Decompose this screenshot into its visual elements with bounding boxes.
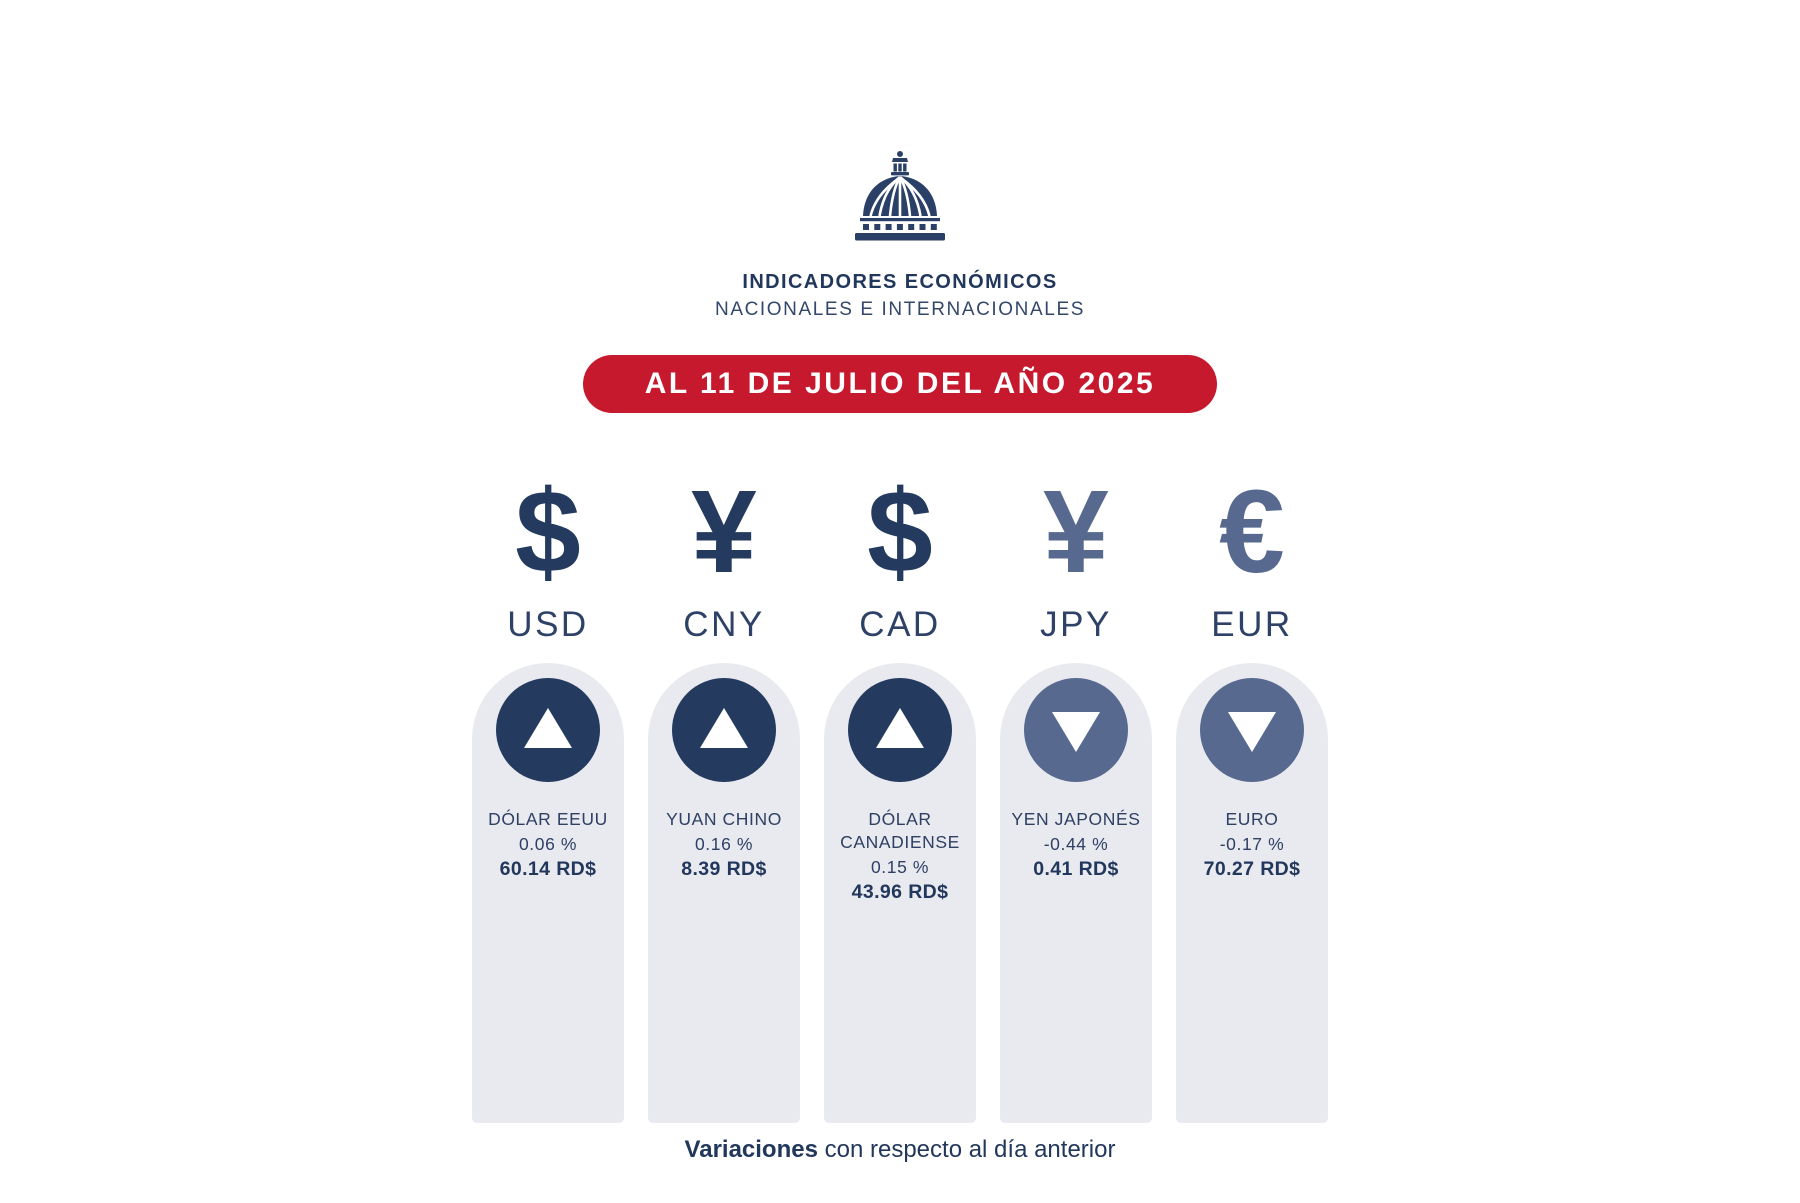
exchange-rate: 60.14 RD$ — [499, 857, 597, 880]
euro-sign-icon: € — [1219, 466, 1285, 598]
change-percent: 0.15 % — [870, 856, 930, 877]
trend-up-circle — [848, 678, 952, 782]
up-arrow-icon — [700, 708, 748, 748]
change-percent: -0.44 % — [1043, 833, 1109, 854]
currency-column-eur — [1176, 451, 1328, 1123]
palace-dome-logo — [850, 150, 950, 247]
currency-card — [472, 663, 624, 1123]
change-percent: -0.17 % — [1219, 833, 1285, 854]
currency-column-cny — [648, 451, 800, 1123]
trend-down-circle — [1024, 678, 1128, 782]
exchange-rate: 0.41 RD$ — [1033, 857, 1119, 880]
currency-code: CAD — [859, 605, 941, 644]
trend-up-circle — [496, 678, 600, 782]
currency-card — [1176, 663, 1328, 1123]
yen-sign-icon: ¥ — [1043, 466, 1109, 598]
currency-card — [648, 663, 800, 1123]
exchange-rate: 43.96 RD$ — [851, 880, 949, 903]
currency-name: DÓLAR EEUU — [488, 809, 608, 829]
page-title: INDICADORES ECONÓMICOS — [742, 271, 1058, 293]
page-subtitle: NACIONALES E INTERNACIONALES — [715, 299, 1085, 320]
change-percent: 0.06 % — [518, 833, 578, 854]
yen-sign-icon: ¥ — [691, 466, 757, 598]
currency-card — [824, 663, 976, 1123]
date-banner: AL 11 DE JULIO DEL AÑO 2025 — [583, 355, 1217, 413]
exchange-rate: 70.27 RD$ — [1203, 857, 1301, 880]
down-arrow-icon — [1052, 712, 1100, 752]
currency-column-usd — [472, 451, 624, 1123]
footer-note-bold: Variaciones — [684, 1136, 818, 1163]
dollar-sign-icon: $ — [515, 466, 581, 598]
footer-note-rest: con respecto al día anterior — [817, 1136, 1116, 1163]
change-percent: 0.16 % — [694, 833, 754, 854]
currency-grid — [472, 451, 1328, 1123]
currency-card — [1000, 663, 1152, 1123]
currency-column-jpy — [1000, 451, 1152, 1123]
currency-name: EURO — [1225, 809, 1279, 829]
up-arrow-icon — [876, 708, 924, 748]
trend-down-circle — [1200, 678, 1304, 782]
palace-dome-icon — [850, 150, 950, 242]
currency-code: CNY — [683, 605, 765, 644]
currency-name: YUAN CHINO — [666, 809, 782, 829]
dollar-sign-icon: $ — [867, 466, 933, 598]
currency-code: USD — [507, 605, 589, 644]
down-arrow-icon — [1228, 712, 1276, 752]
currency-name: DÓLAR CANADIENSE — [840, 809, 960, 852]
footer-note — [685, 1136, 1116, 1164]
currency-column-cad — [824, 451, 976, 1123]
currency-name: YEN JAPONÉS — [1011, 809, 1141, 829]
currency-code: EUR — [1211, 605, 1293, 644]
trend-up-circle — [672, 678, 776, 782]
up-arrow-icon — [524, 708, 572, 748]
exchange-rate: 8.39 RD$ — [681, 857, 767, 880]
currency-code: JPY — [1040, 605, 1112, 644]
